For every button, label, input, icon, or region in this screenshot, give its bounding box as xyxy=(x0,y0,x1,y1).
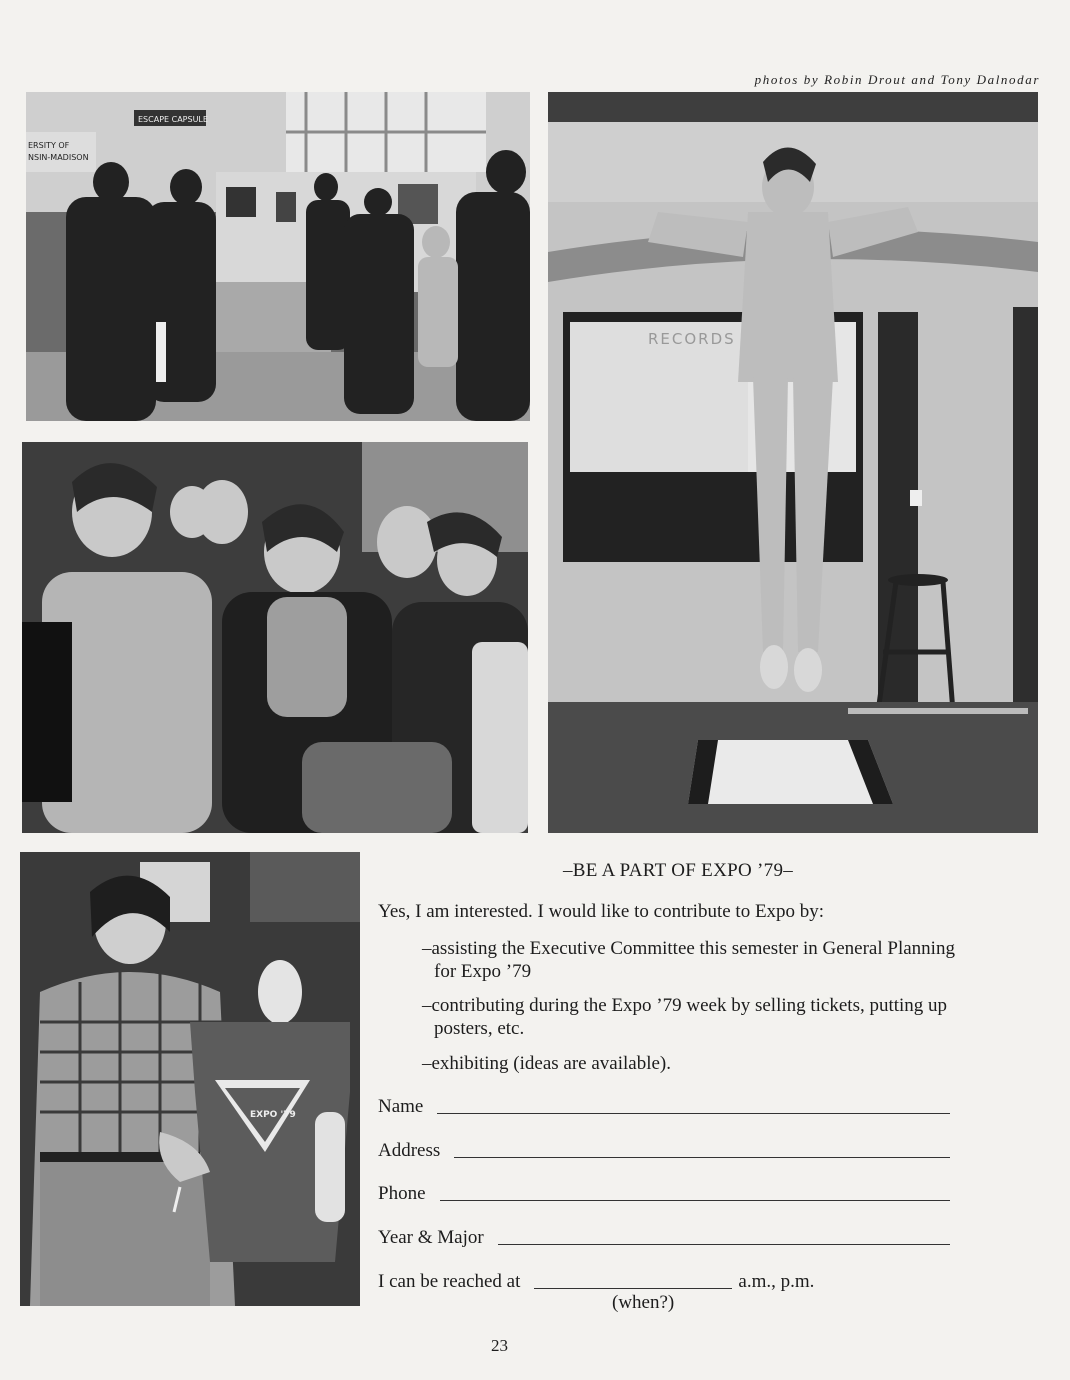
address-blank-line xyxy=(454,1143,950,1158)
tshirt-photo xyxy=(20,852,360,1306)
expo-hall-photo xyxy=(26,92,530,421)
phone-field xyxy=(378,1183,950,1205)
jumper-photo xyxy=(548,92,1038,833)
option-contributing: –contributing during the Expo ’79 week by selling tickets, putting up posters, etc. xyxy=(422,995,948,1039)
svg-text:ERSITY OF: ERSITY OF xyxy=(28,141,70,150)
phone-blank-line xyxy=(440,1186,951,1201)
form-title: –BE A PART OF EXPO ’79– xyxy=(562,860,794,881)
expo-shirt-logo: EXPO '79 xyxy=(250,1110,296,1120)
svg-text:NSIN-MADISON: NSIN-MADISON xyxy=(28,153,89,162)
option-exhibiting: –exhibiting (ideas are available). xyxy=(422,1053,672,1074)
reach-label: I can be reached at xyxy=(378,1271,521,1292)
address-label: Address xyxy=(378,1140,441,1161)
name-field xyxy=(378,1096,950,1118)
year-major-blank-line xyxy=(498,1230,950,1245)
form-intro: Yes, I am interested. I would like to contribute to Expo by: xyxy=(378,901,825,922)
reach-hint: (when?) xyxy=(612,1292,675,1313)
address-field xyxy=(378,1140,950,1162)
reach-ampm: a.m., p.m. xyxy=(738,1271,815,1292)
phone-label: Phone xyxy=(378,1183,426,1204)
year-major-label: Year & Major xyxy=(378,1227,484,1248)
escape-capsule-sign: ESCAPE CAPSULE xyxy=(138,115,208,124)
option-assisting: –assisting the Executive Committee this semester in General Planning for Expo ’79 xyxy=(422,938,955,982)
reach-field xyxy=(378,1271,878,1293)
year-major-field xyxy=(378,1227,950,1249)
name-label: Name xyxy=(378,1096,424,1117)
page-number: 23 xyxy=(491,1336,508,1355)
name-blank-line xyxy=(437,1099,950,1114)
photo-credit: photos by Robin Drout and Tony Dalnodar xyxy=(754,72,1040,87)
records-board-text: RECORDS xyxy=(648,330,736,348)
crowd-photo xyxy=(22,442,528,833)
reach-blank-line xyxy=(534,1274,732,1289)
